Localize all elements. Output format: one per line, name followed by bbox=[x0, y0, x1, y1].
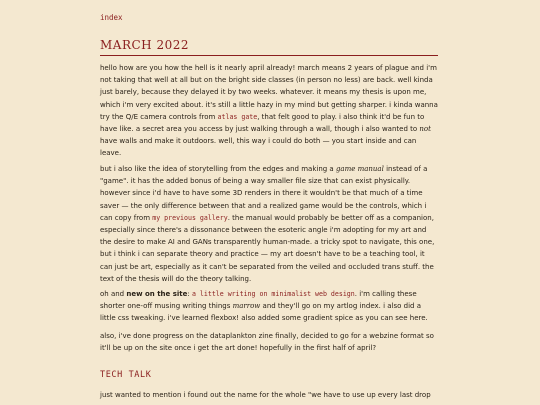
paragraph-3-emphasis: marrow bbox=[232, 302, 261, 311]
subsection-heading: TECH TALK bbox=[100, 370, 152, 380]
paragraph-3-text-b: : bbox=[187, 290, 192, 298]
paragraph-3-text-d: and they'll go on my artlog index. i also did a little css tweaking. i've learned flexbox! also added some gradient spice as you can see here. bbox=[100, 302, 428, 323]
paragraph-3-text-c: . i'm calling these shorter one-off musing writing things bbox=[100, 290, 417, 311]
index-link[interactable]: index bbox=[100, 13, 123, 22]
paragraph-3 bbox=[100, 288, 438, 325]
paragraph-5 bbox=[100, 389, 438, 401]
previous-gallery-link[interactable]: my previous gallery bbox=[152, 213, 228, 222]
minimalist-web-design-link[interactable]: a little writing on minimalist web design bbox=[191, 290, 355, 298]
paragraph-5-text: just wanted to mention i found out the name for the whole "we have to use up every last drop bbox=[100, 391, 431, 399]
paragraph-1-emphasis: not bbox=[419, 125, 431, 134]
paragraph-1 bbox=[100, 62, 438, 160]
atlas-gate-link[interactable]: atlas gate bbox=[217, 112, 258, 121]
paragraph-2-text-c: . the manual would probably be better off as a companion, especially since there's a dissonance between the esoteric angle i'm adopting for my art and the desire to make AI and GANs transparently human-made. a tricky spot to navigate, this one, but i think i can separate theory and practice — my art doesn't have to be a teaching tool, it can just be art, especially as it can't be separated from the veiled and occluded trans stuff. the text of the thesis will do the theory talking. bbox=[100, 213, 435, 283]
paragraph-3-text-a: oh and bbox=[100, 290, 127, 298]
paragraph-1-text-b: , that felt good to play. i also think it'd be fun to have like. a secret area you access by just walking through a wall, though i also wanted to bbox=[100, 112, 425, 134]
paragraph-1-text-c: have walls and make it outdoors. well, this way i could do both — you start inside and can leave. bbox=[100, 137, 417, 158]
paragraph-1-text-a: hello how are you how the hell is it nearly april already! march means 2 years of plague and i'm not taking that well at all but on the bright side classes (in person no less) are back. well kinda just barely, because they delayed it by two weeks. whatever. it means my thesis is upon me, which i'm very excited about. it's still a little hazy in my mind but getting sharper. i kinda wanna try the Q/E camera controls from bbox=[100, 64, 438, 121]
paragraph-2 bbox=[100, 163, 438, 285]
section-heading: MARCH 2022 bbox=[100, 38, 438, 56]
paragraph-2-text-a: but i also like the idea of storytelling from the edges and making a bbox=[100, 165, 336, 173]
paragraph-2-text-b: instead of a "game". it has the added bonus of being a way smaller file size that can exist physically. however since i'd have to have some 3D renders in there it wouldn't be that much of a time saver — the only difference between that and a realized game would be the controls, which i can copy from bbox=[100, 165, 428, 222]
paragraph-2-emphasis: game manual bbox=[335, 165, 384, 173]
paragraph-3-strong: new on the site bbox=[126, 290, 188, 298]
paragraph-4 bbox=[100, 330, 438, 354]
paragraph-4-text: also, i've done progress on the dataplankton zine finally, decided to go for a webzine format so it'll be up on the site once i get the art done! hopefully in the first half of april? bbox=[100, 332, 434, 353]
